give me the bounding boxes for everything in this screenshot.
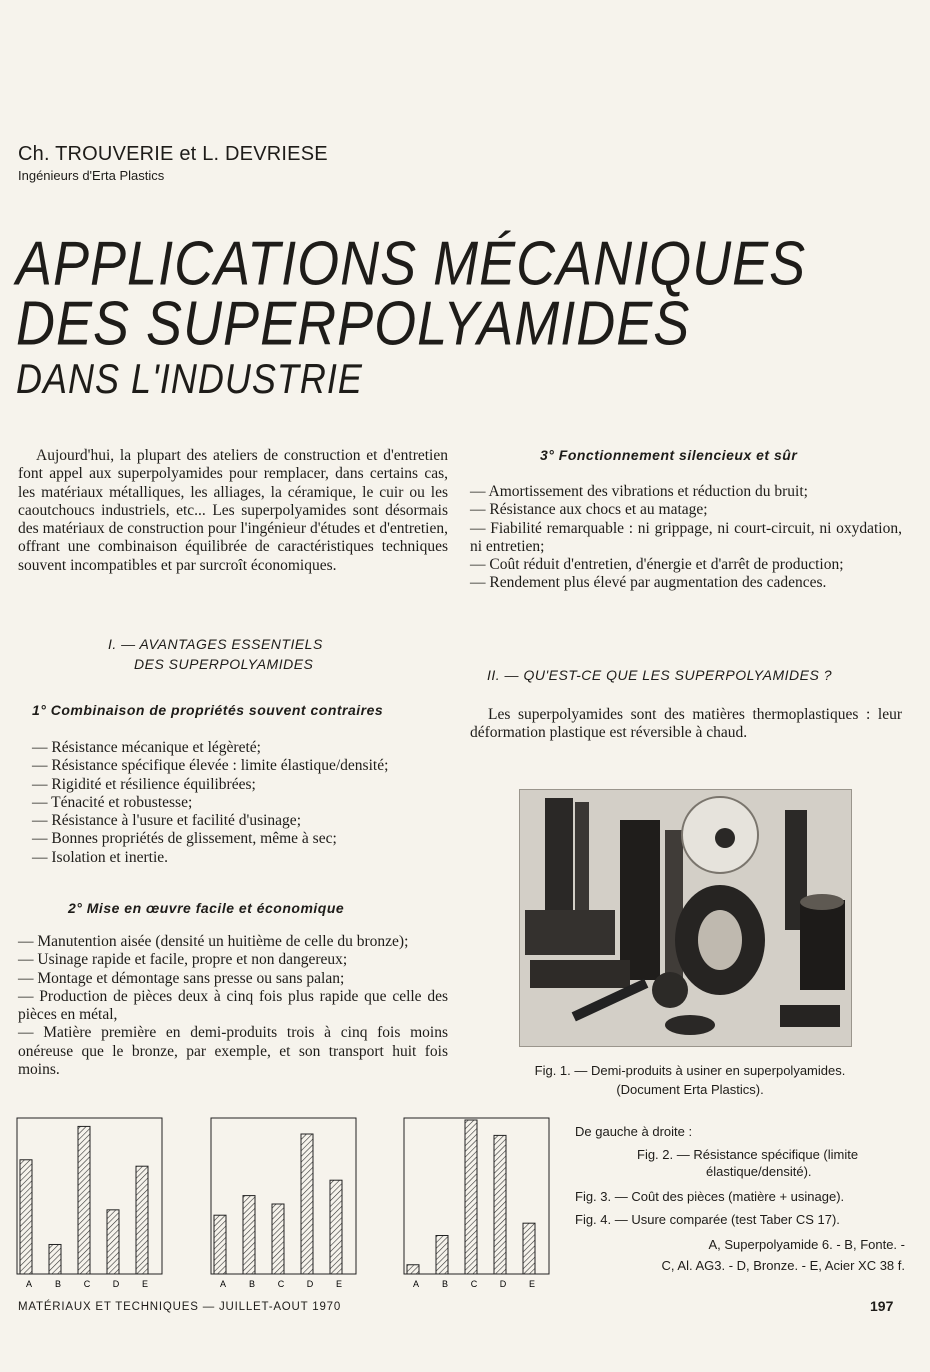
- tick-label-A: A: [219, 1279, 227, 1289]
- page-number: 197: [870, 1298, 894, 1314]
- tick-label-A: A: [25, 1279, 33, 1289]
- legend-key-line2: C, Al. AG3. - D, Bronze. - E, Acier XC 38 f.: [661, 1258, 905, 1273]
- sub1-list-item: — Bonnes propriétés de glissement, même à sec;: [32, 830, 452, 848]
- chart-fig2: [16, 1117, 166, 1289]
- sub3-list-item: — Fiabilité remarquable : ni grippage, ni court-circuit, ni oxydation, ni entretien;: [470, 520, 902, 557]
- legend-fig2: [575, 1146, 905, 1180]
- sub2-list-item: — Production de pièces deux à cinq fois plus rapide que celle des pièces en métal,: [18, 988, 448, 1025]
- sub1-list-item: — Ténacité et robustesse;: [32, 794, 452, 812]
- section1-heading: [108, 634, 368, 674]
- bar-A: [20, 1160, 32, 1274]
- tick-label-B: B: [248, 1279, 256, 1289]
- sub3-list: [470, 483, 902, 593]
- title-line-2: DES SUPERPOLYAMIDES: [16, 289, 691, 359]
- tick-label-C: C: [277, 1279, 285, 1289]
- figure1-caption: [500, 1061, 880, 1099]
- bar-C: [465, 1120, 477, 1274]
- sub2-title: 2° Mise en œuvre facile et économique: [68, 900, 345, 916]
- bar-B: [436, 1236, 448, 1275]
- sub1-list-item: — Résistance mécanique et légèreté;: [32, 739, 452, 757]
- intro-paragraph: [18, 447, 448, 575]
- sub3-title: 3° Fonctionnement silencieux et sûr: [540, 447, 798, 463]
- tick-label-B: B: [441, 1279, 449, 1289]
- bar-E: [330, 1180, 342, 1274]
- tick-label-A: A: [412, 1279, 420, 1289]
- chart-fig4: [403, 1117, 553, 1289]
- bar-A: [407, 1265, 419, 1274]
- tick-label-C: C: [470, 1279, 478, 1289]
- sub2-list-item: — Usinage rapide et facile, propre et non dangereux;: [18, 951, 448, 969]
- legend-fig4: Fig. 4. — Usure comparée (test Taber CS 17).: [575, 1212, 840, 1227]
- title-line-3: DANS L'INDUSTRIE: [16, 355, 363, 403]
- figure1-photo: [519, 789, 852, 1047]
- tick-label-D: D: [499, 1279, 507, 1289]
- bar-A: [214, 1215, 226, 1274]
- figure1-caption-line1: Fig. 1. — Demi-produits à usiner en superpolyamides.: [534, 1063, 846, 1078]
- legend-intro: De gauche à droite :: [575, 1124, 693, 1139]
- sub1-title: 1° Combinaison de propriétés souvent contraires: [32, 702, 384, 718]
- sub3-list-item: — Résistance aux chocs et au matage;: [470, 501, 902, 519]
- title-line-1: APPLICATIONS MÉCANIQUES: [16, 229, 807, 299]
- section2-heading: II. — QU'EST-CE QUE LES SUPERPOLYAMIDES ?: [487, 667, 833, 683]
- tick-label-C: C: [83, 1279, 91, 1289]
- sub3-list-item: — Rendement plus élevé par augmentation des cadences.: [470, 574, 902, 592]
- legend-fig2-line2: élastique/densité).: [706, 1164, 812, 1179]
- legend-fig3: Fig. 3. — Coût des pièces (matière + usinage).: [575, 1189, 845, 1204]
- legend-key-line1: A, Superpolyamide 6. - B, Fonte. -: [708, 1237, 905, 1252]
- bar-D: [301, 1134, 313, 1274]
- section2-text: Les superpolyamides sont des matières thermoplastiques : leur déformation plastique est réversible à chaud.: [470, 706, 902, 742]
- semi-products-illustration: [520, 790, 851, 1046]
- tick-label-D: D: [112, 1279, 120, 1289]
- sub1-list-item: — Résistance spécifique élevée : limite élastique/densité;: [32, 757, 452, 775]
- sub1-list-item: — Résistance à l'usure et facilité d'usinage;: [32, 812, 452, 830]
- legend-fig2-line1: Fig. 2. — Résistance spécifique (limite: [637, 1147, 859, 1162]
- figures-legend: [575, 1121, 905, 1276]
- section1-heading-line1: I. — AVANTAGES ESSENTIELS: [108, 636, 323, 652]
- bar-E: [136, 1166, 148, 1274]
- tick-label-E: E: [141, 1279, 149, 1289]
- chart-fig3: [210, 1117, 360, 1289]
- tick-label-E: E: [528, 1279, 536, 1289]
- bar-E: [523, 1223, 535, 1274]
- sub3-list-item: — Coût réduit d'entretien, d'énergie et d'arrêt de production;: [470, 556, 902, 574]
- tick-label-E: E: [335, 1279, 343, 1289]
- sub2-list-item: — Montage et démontage sans presse ou sans palan;: [18, 970, 448, 988]
- bar-C: [272, 1204, 284, 1274]
- bar-B: [49, 1244, 61, 1274]
- sub1-list: [32, 739, 452, 867]
- sub2-list: [18, 933, 448, 1079]
- section1-heading-line2: DES SUPERPOLYAMIDES: [134, 656, 314, 672]
- affiliation: Ingénieurs d'Erta Plastics: [18, 168, 165, 183]
- sub2-list-item: — Manutention aisée (densité un huitième de celle du bronze);: [18, 933, 448, 951]
- sub1-list-item: — Rigidité et résilience équilibrées;: [32, 776, 452, 794]
- bar-C: [78, 1126, 90, 1274]
- sub3-list-item: — Amortissement des vibrations et réduction du bruit;: [470, 483, 902, 501]
- sub2-list-item: — Matière première en demi-produits trois à cinq fois moins onéreuse que le bronze, par exemple, et son transport huit fois moins.: [18, 1024, 448, 1079]
- bar-D: [107, 1210, 119, 1274]
- bar-D: [494, 1135, 506, 1274]
- authors: Ch. TROUVERIE et L. DEVRIESE: [18, 143, 328, 165]
- section2-paragraph: [470, 706, 902, 743]
- bar-B: [243, 1196, 255, 1274]
- figure1-caption-line2: (Document Erta Plastics).: [616, 1082, 764, 1097]
- intro-text: Aujourd'hui, la plupart des ateliers de construction et d'entretien font appel aux superpolyamides pour remplacer, dans certains cas, les matériaux métalliques, les alliages, la céramique, le cuir ou les caoutchoucs industriels, etc... Les superpolyamides sont désormais des matériaux de construction pour l'ingénieur d'études et d'entretien, offrant une combinaison équilibrée de caractéristiques techniques souvent incompatibles et par surcroît économiques.: [18, 447, 448, 574]
- sub1-list-item: — Isolation et inertie.: [32, 849, 452, 867]
- footer-journal: MATÉRIAUX ET TECHNIQUES — JUILLET-AOUT 1970: [18, 1301, 342, 1313]
- tick-label-B: B: [54, 1279, 62, 1289]
- tick-label-D: D: [306, 1279, 314, 1289]
